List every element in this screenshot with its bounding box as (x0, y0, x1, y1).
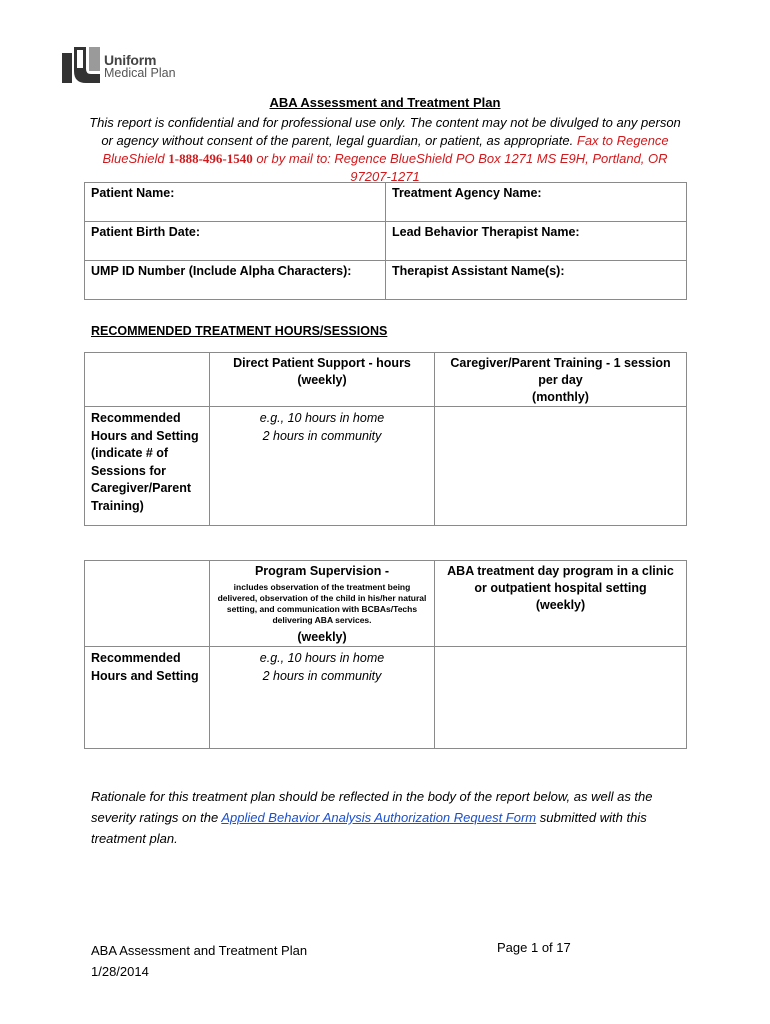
row-label: Recommended Hours and Setting (85, 647, 210, 749)
table-row (85, 407, 687, 526)
therapist-assistant-field[interactable]: Therapist Assistant Name(s): (386, 261, 687, 300)
program-supervision-header (210, 561, 435, 647)
direct-support-header: Direct Patient Support - hours (weekly) (210, 353, 435, 407)
example-line: e.g., 10 hours in home (259, 651, 385, 665)
treatment-agency-field[interactable]: Treatment Agency Name: (386, 183, 687, 222)
patient-birth-date-field[interactable]: Patient Birth Date: (85, 222, 386, 261)
section-heading: RECOMMENDED TREATMENT HOURS/SESSIONS (91, 324, 388, 338)
program-supervision-hours-input[interactable] (210, 647, 435, 749)
confidentiality-notice (84, 114, 686, 186)
footer-doc-title: ABA Assessment and Treatment Plan (91, 943, 308, 958)
treatment-hours-table (84, 352, 687, 526)
table-row (85, 353, 687, 407)
caregiver-training-sessions-input[interactable] (435, 407, 687, 526)
patient-name-field[interactable]: Patient Name: (85, 183, 386, 222)
table-row (85, 222, 687, 261)
footer-date: 1/28/2014 (91, 964, 149, 979)
footer-page-number: Page 1 of 17 (497, 940, 571, 955)
confidentiality-text: This report is confidential and for professional use only. The content may not be divulged to any person or agency without consent of the parent, legal guardian, or patient, as appropriate. (89, 115, 681, 148)
logo-text-medical-plan: Medical Plan (104, 66, 176, 80)
example-line: 2 hours in community (262, 668, 382, 683)
table-row (85, 647, 687, 749)
empty-header-cell (85, 561, 210, 647)
patient-info-table (84, 182, 687, 300)
example-line: e.g., 10 hours in home (259, 411, 385, 425)
uniform-medical-plan-logo-icon (62, 47, 100, 83)
day-program-period: (weekly) (535, 598, 586, 612)
page-title: ABA Assessment and Treatment Plan (269, 95, 501, 110)
rationale-text-end: submitted with this treatment plan. (91, 810, 647, 846)
day-program-title: ABA treatment day program in a clinic or outpatient hospital setting (447, 564, 674, 595)
authorization-request-form-link[interactable]: Applied Behavior Analysis Authorization Request Form (221, 810, 537, 825)
logo-text-uniform: Uniform (104, 52, 157, 68)
direct-support-hours-input[interactable] (210, 407, 435, 526)
table-row (85, 183, 687, 222)
table-row (85, 261, 687, 300)
day-program-header (435, 561, 687, 647)
mail-address: or by mail to: Regence BlueShield PO Box 1271 MS E9H, Portland, OR 97207-1271 (256, 151, 668, 184)
ump-id-field[interactable]: UMP ID Number (Include Alpha Characters): (85, 261, 386, 300)
example-line: 2 hours in community (262, 428, 382, 443)
day-program-hours-input[interactable] (435, 647, 687, 749)
row-label: Recommended Hours and Setting (indicate # of Sessions for Caregiver/Parent Training) (85, 407, 210, 526)
table-row (85, 561, 687, 647)
caregiver-training-period: (monthly) (532, 390, 589, 404)
supervision-hours-table (84, 560, 687, 749)
rationale-paragraph (91, 786, 661, 849)
program-supervision-detail: includes observation of the treatment being delivered, observation of the child in his/her natural setting, and communication with BCBAs/Techs delivering ABA services. (217, 582, 427, 625)
rationale-text: Rationale for this treatment plan should be reflected in the body of the report below, as well as the severity ratings on the (91, 789, 653, 825)
footer-left (91, 940, 307, 982)
empty-header-cell (85, 353, 210, 407)
program-supervision-title: Program Supervision - (254, 564, 390, 578)
lead-therapist-field[interactable]: Lead Behavior Therapist Name: (386, 222, 687, 261)
caregiver-training-header (435, 353, 687, 407)
fax-prefix: Fax to Regence BlueShield (102, 133, 669, 166)
program-supervision-period: (weekly) (297, 630, 347, 644)
fax-number: 1-888-496-1540 (168, 151, 253, 166)
caregiver-training-title: Caregiver/Parent Training - 1 session per day (450, 356, 671, 387)
